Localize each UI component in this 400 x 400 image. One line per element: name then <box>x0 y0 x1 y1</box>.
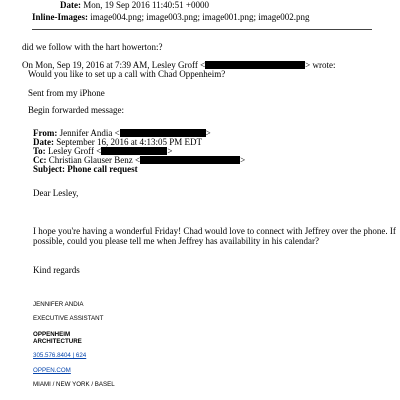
date-header-row <box>60 0 209 11</box>
sent-from: Sent from my iPhone <box>28 88 105 98</box>
forward-subject-row <box>33 164 138 175</box>
reply-intro-start: On Mon, Sep 19, 2016 at 7:39 AM, Lesley Groff < <box>22 60 206 70</box>
header-divider <box>32 29 372 30</box>
greeting: Dear Lesley, <box>33 188 79 198</box>
message-line-2: possible, could you please tell me when Jeffrey has availability in his calendar? <box>33 236 319 246</box>
forward-to-label: To: <box>33 146 46 156</box>
forward-from-value: Jennifer Andia < <box>59 128 120 138</box>
forwarded-label: Begin forwarded message: <box>28 105 124 115</box>
closing: Kind regards <box>33 265 80 275</box>
redacted-email <box>120 129 206 137</box>
redacted-email <box>140 156 240 164</box>
forward-to-row: To: Lesley Groff < > <box>33 146 173 156</box>
inline-images-value: image004.png; image003.png; image001.png; image002.png <box>90 12 310 22</box>
signature-name: JENNIFER ANDIA <box>33 301 84 308</box>
signature-title: EXECUTIVE ASSISTANT <box>33 315 104 322</box>
redacted-email <box>205 61 305 69</box>
redacted-email <box>101 147 167 155</box>
question-line: did we follow with the hart howerton:? <box>22 42 163 52</box>
call-question: Would you like to set up a call with Chad Oppenheim? <box>28 69 226 79</box>
forward-cc-label: Cc: <box>33 155 47 165</box>
message-line-1: I hope you're having a wonderful Friday! Chad would love to connect with Jeffrey over the phone. If <box>33 226 396 236</box>
signature-company-line-2: ARCHITECTURE <box>33 338 82 345</box>
signature-website-link[interactable]: OPPEN.COM <box>33 367 71 374</box>
inline-images-label: Inline-Images: <box>32 12 88 22</box>
forward-cc-row: Cc: Christian Glauser Benz < > <box>33 155 246 165</box>
signature-company-line-1: OPPENHEIM <box>33 331 71 338</box>
forward-subject-label: Subject: <box>33 164 65 174</box>
forward-to-value: Lesley Groff < <box>47 146 102 156</box>
signature-cities: MIAMI / NEW YORK / BASEL <box>33 381 115 388</box>
reply-intro-end: > wrote: <box>305 60 336 70</box>
forward-cc-value: Christian Glauser Benz < <box>48 155 141 165</box>
forward-subject-value: Phone call request <box>67 164 138 174</box>
forward-from-row: From: Jennifer Andia < > <box>33 128 211 138</box>
inline-images-row <box>32 12 309 23</box>
forward-date-label: Date: <box>33 137 54 147</box>
forward-date-value: September 16, 2016 at 4:13:05 PM EDT <box>56 137 202 147</box>
forward-from-label: From: <box>33 128 58 138</box>
date-header-label: Date: <box>60 0 81 10</box>
date-header-value: Mon, 19 Sep 2016 11:40:51 +0000 <box>83 0 209 10</box>
signature-phone-link[interactable]: 305.576.8404 | 624 <box>33 352 87 359</box>
